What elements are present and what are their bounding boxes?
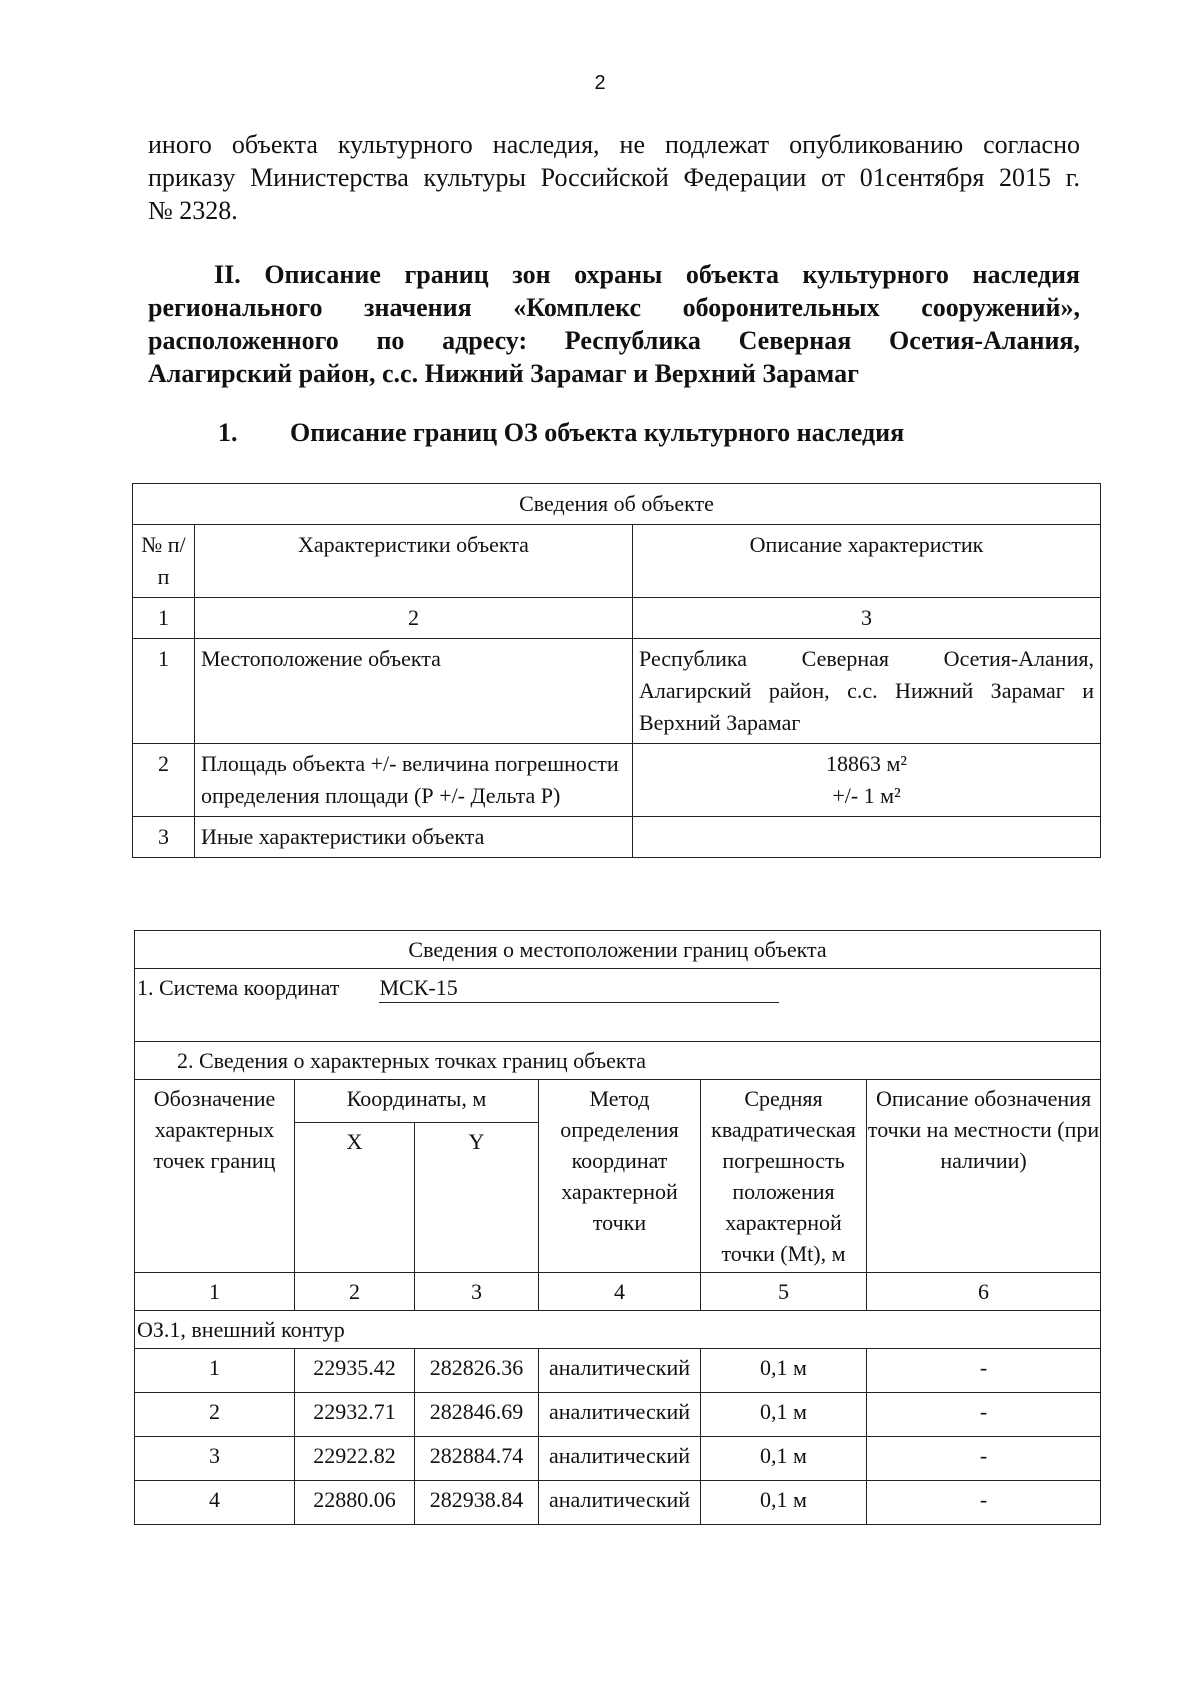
coord-y: 282884.74 bbox=[415, 1437, 539, 1481]
header-point-description: Описание обозначения точки на местности (при наличии) bbox=[867, 1080, 1101, 1273]
row-num: 2 bbox=[133, 744, 195, 817]
points-caption: 2. Сведения о характерных точках границ объекта bbox=[135, 1042, 1101, 1080]
header-y: Y bbox=[415, 1123, 539, 1273]
section-heading bbox=[148, 258, 1080, 390]
section-heading-line: Алагирский район, с.с. Нижний Зарамаг и Верхний Зарамаг bbox=[148, 359, 859, 388]
coord-y: 282846.69 bbox=[415, 1393, 539, 1437]
method: аналитический bbox=[539, 1393, 701, 1437]
point-description: - bbox=[867, 1437, 1101, 1481]
row-description: Республика Северная Осетия-Алания, Алагирский район, с.с. Нижний Зарамаг и Верхний Зарамаг bbox=[633, 639, 1101, 744]
coord-y: 282826.36 bbox=[415, 1349, 539, 1393]
header-error: Средняя квадратическая погрешность положения характерной точки (Mt), м bbox=[701, 1080, 867, 1273]
error: 0,1 м bbox=[701, 1481, 867, 1525]
point-id: 1 bbox=[135, 1349, 295, 1393]
column-number: 2 bbox=[295, 1273, 415, 1311]
page-number: 2 bbox=[594, 72, 606, 94]
row-num: 3 bbox=[133, 817, 195, 858]
coordinate-system-cell bbox=[135, 969, 1101, 1042]
header-description: Описание характеристик bbox=[633, 525, 1101, 598]
intro-line: приказу Министерства культуры Российской Федерации от 01сентября 2015 г. bbox=[148, 163, 1080, 192]
column-number: 6 bbox=[867, 1273, 1101, 1311]
intro-line: иного объекта культурного наследия, не подлежат опубликованию согласно bbox=[148, 130, 1080, 159]
header-num: № п/п bbox=[133, 525, 195, 598]
table-header-row bbox=[133, 525, 1101, 598]
point-id: 2 bbox=[135, 1393, 295, 1437]
contour-label-row bbox=[135, 1311, 1101, 1349]
header-coordinates: Координаты, м bbox=[295, 1080, 539, 1123]
header-point: Обозначение характерных точек границ bbox=[135, 1080, 295, 1273]
row-description bbox=[633, 817, 1101, 858]
table-row bbox=[135, 1393, 1101, 1437]
method: аналитический bbox=[539, 1349, 701, 1393]
column-number: 5 bbox=[701, 1273, 867, 1311]
point-description: - bbox=[867, 1393, 1101, 1437]
section-heading-line: расположенного по адресу: Республика Северная Осетия-Алания, bbox=[148, 326, 1080, 355]
error: 0,1 м bbox=[701, 1437, 867, 1481]
table-row bbox=[135, 1349, 1101, 1393]
area-error: +/- 1 м² bbox=[832, 783, 901, 808]
method: аналитический bbox=[539, 1481, 701, 1525]
table-row bbox=[135, 1481, 1101, 1525]
intro-line: № 2328. bbox=[148, 196, 238, 225]
row-characteristic: Местоположение объекта bbox=[195, 639, 633, 744]
point-description: - bbox=[867, 1481, 1101, 1525]
header-characteristic: Характеристики объекта bbox=[195, 525, 633, 598]
table-caption-row bbox=[135, 931, 1101, 969]
coordinate-system-row bbox=[135, 969, 1101, 1042]
section-heading-line: регионального значения «Комплекс оборонительных сооружений», bbox=[148, 293, 1080, 322]
column-number-row bbox=[135, 1273, 1101, 1311]
area-value: 18863 м² bbox=[825, 751, 908, 776]
subsection-title: Описание границ ОЗ объекта культурного наследия bbox=[290, 418, 905, 447]
column-number-row bbox=[133, 598, 1101, 639]
column-number: 1 bbox=[135, 1273, 295, 1311]
contour-label: ОЗ.1, внешний контур bbox=[135, 1311, 1101, 1349]
coord-x: 22880.06 bbox=[295, 1481, 415, 1525]
row-characteristic: Площадь объекта +/- величина погрешности определения площади (Р +/- Дельта Р) bbox=[195, 744, 633, 817]
column-number: 3 bbox=[415, 1273, 539, 1311]
row-description bbox=[633, 744, 1101, 817]
error: 0,1 м bbox=[701, 1349, 867, 1393]
coord-x: 22922.82 bbox=[295, 1437, 415, 1481]
table-caption-row bbox=[133, 484, 1101, 525]
object-table-caption: Сведения об объекте bbox=[133, 484, 1101, 525]
column-number: 2 bbox=[195, 598, 633, 639]
coord-x: 22935.42 bbox=[295, 1349, 415, 1393]
boundary-table-caption: Сведения о местоположении границ объекта bbox=[135, 931, 1101, 969]
point-id: 4 bbox=[135, 1481, 295, 1525]
object-info-table bbox=[132, 483, 1101, 858]
coord-x: 22932.71 bbox=[295, 1393, 415, 1437]
header-x: X bbox=[295, 1123, 415, 1273]
column-number: 4 bbox=[539, 1273, 701, 1311]
row-num: 1 bbox=[133, 639, 195, 744]
intro-paragraph bbox=[148, 128, 1080, 227]
row-characteristic: Иные характеристики объекта bbox=[195, 817, 633, 858]
table-row bbox=[133, 639, 1101, 744]
points-caption-row bbox=[135, 1042, 1101, 1080]
error: 0,1 м bbox=[701, 1393, 867, 1437]
section-heading-line: II. Описание границ зон охраны объекта культурного наследия bbox=[214, 260, 1080, 289]
boundary-location-table bbox=[134, 930, 1101, 1525]
table-row bbox=[133, 817, 1101, 858]
table-row bbox=[135, 1437, 1101, 1481]
subsection-number: 1. bbox=[218, 418, 238, 447]
column-number: 1 bbox=[133, 598, 195, 639]
point-description: - bbox=[867, 1349, 1101, 1393]
point-id: 3 bbox=[135, 1437, 295, 1481]
coord-y: 282938.84 bbox=[415, 1481, 539, 1525]
method: аналитический bbox=[539, 1437, 701, 1481]
table-row bbox=[133, 744, 1101, 817]
header-method: Метод определения координат характерной точки bbox=[539, 1080, 701, 1273]
table-header-row bbox=[135, 1080, 1101, 1123]
coordinate-system-value: МСК-15 bbox=[379, 974, 779, 1003]
column-number: 3 bbox=[633, 598, 1101, 639]
coordinate-system-label: 1. Система координат bbox=[137, 975, 340, 1000]
